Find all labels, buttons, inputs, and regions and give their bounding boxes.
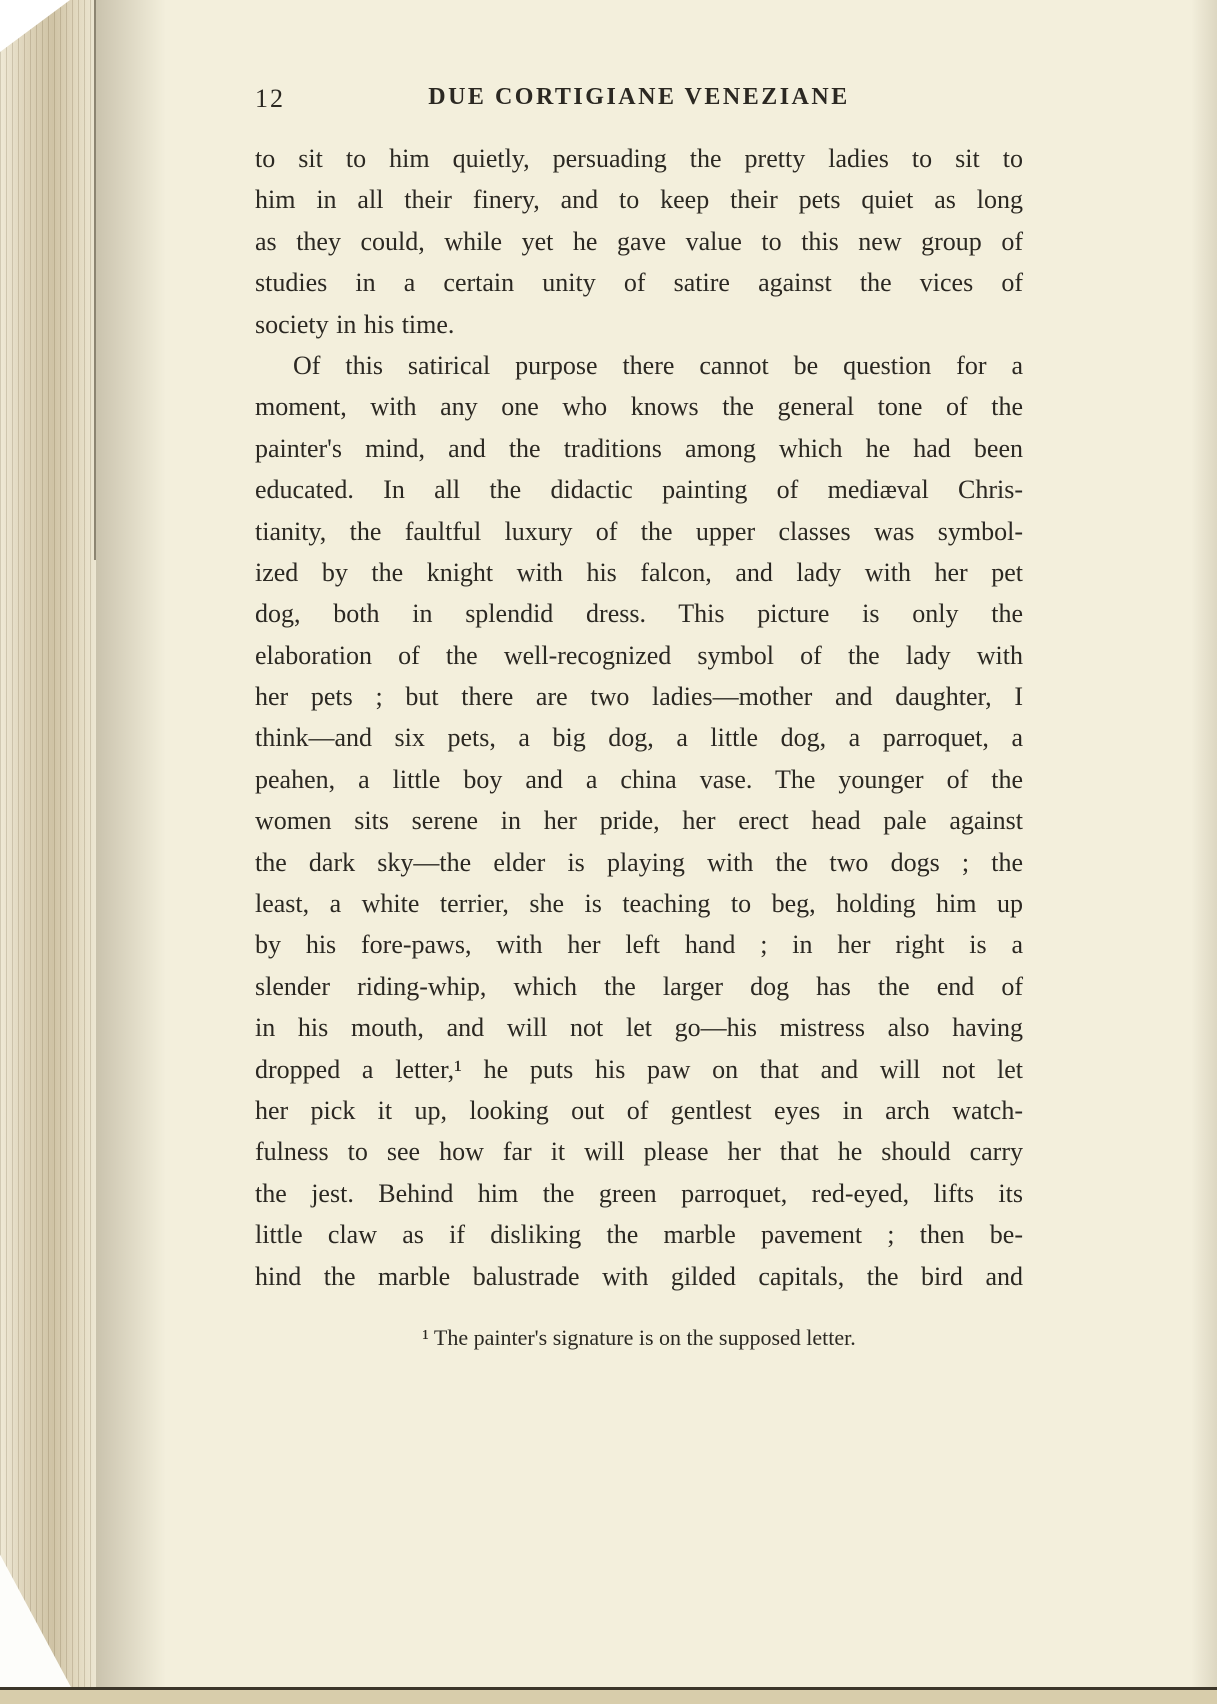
text-line: the dark sky—the elder is playing with the two dogs ; the <box>255 847 1023 877</box>
gutter-shadow <box>96 0 166 1704</box>
text-line: the jest. Behind him the green parroquet, red-eyed, lifts its <box>255 1178 1023 1208</box>
text-line: dog, both in splendid dress. This picture is only the <box>255 599 1023 629</box>
text-line: slender riding-whip, which the larger dog has the end of <box>255 971 1023 1001</box>
page-edges-texture <box>0 0 96 1704</box>
text-line: dropped a letter,¹ he puts his paw on that and will not let <box>255 1054 1023 1084</box>
text-line: as they could, while yet he gave value to this new group of <box>255 226 1023 256</box>
masthead <box>255 84 1023 138</box>
text-line: think—and six pets, a big dog, a little dog, a parroquet, a <box>255 723 1023 753</box>
body-text <box>255 138 1023 1297</box>
text-line: hind the marble balustrade with gilded capitals, the bird and <box>255 1261 1023 1291</box>
text-line: least, a white terrier, she is teaching to beg, holding him up <box>255 889 1023 919</box>
page-bottom-edge <box>0 1687 1217 1704</box>
text-line: studies in a certain unity of satire against the vices of <box>255 268 1023 298</box>
page-right-shading <box>1191 0 1217 1704</box>
text-line: her pick it up, looking out of gentlest eyes in arch watch- <box>255 1095 1023 1125</box>
text-line: ized by the knight with his falcon, and lady with her pet <box>255 557 1023 587</box>
text-line: women sits serene in her pride, her erect head pale against <box>255 806 1023 836</box>
text-line: moment, with any one who knows the general tone of the <box>255 392 1023 422</box>
page-number: 12 <box>255 84 285 113</box>
text-line: Of this satirical purpose there cannot be question for a <box>293 350 1023 380</box>
footnote: ¹ The painter's signature is on the supposed letter. <box>422 1324 856 1350</box>
text-line: little claw as if disliking the marble pavement ; then be- <box>255 1220 1023 1250</box>
text-line: society in his time. <box>255 309 455 339</box>
text-line: in his mouth, and will not let go—his mistress also having <box>255 1013 1023 1043</box>
text-line: to sit to him quietly, persuading the pretty ladies to sit to <box>255 144 1023 173</box>
text-column <box>255 84 1023 1353</box>
text-line: her pets ; but there are two ladies—mother and daughter, I <box>255 682 1023 712</box>
text-line: painter's mind, and the traditions among which he had been <box>255 433 1023 463</box>
text-line: him in all their finery, and to keep their pets quiet as long <box>255 185 1023 215</box>
text-line: educated. In all the didactic painting of mediæval Chris- <box>255 475 1023 505</box>
text-line: fulness to see how far it will please her that he should carry <box>255 1137 1023 1167</box>
text-line: tianity, the faultful luxury of the upper classes was symbol- <box>255 516 1023 546</box>
text-line: peahen, a little boy and a china vase. The younger of the <box>255 764 1023 794</box>
text-line: elaboration of the well-recognized symbol of the lady with <box>255 640 1023 670</box>
text-line: by his fore-paws, with her left hand ; in her right is a <box>255 930 1023 960</box>
running-header: DUE CORTIGIANE VENEZIANE <box>428 84 850 110</box>
